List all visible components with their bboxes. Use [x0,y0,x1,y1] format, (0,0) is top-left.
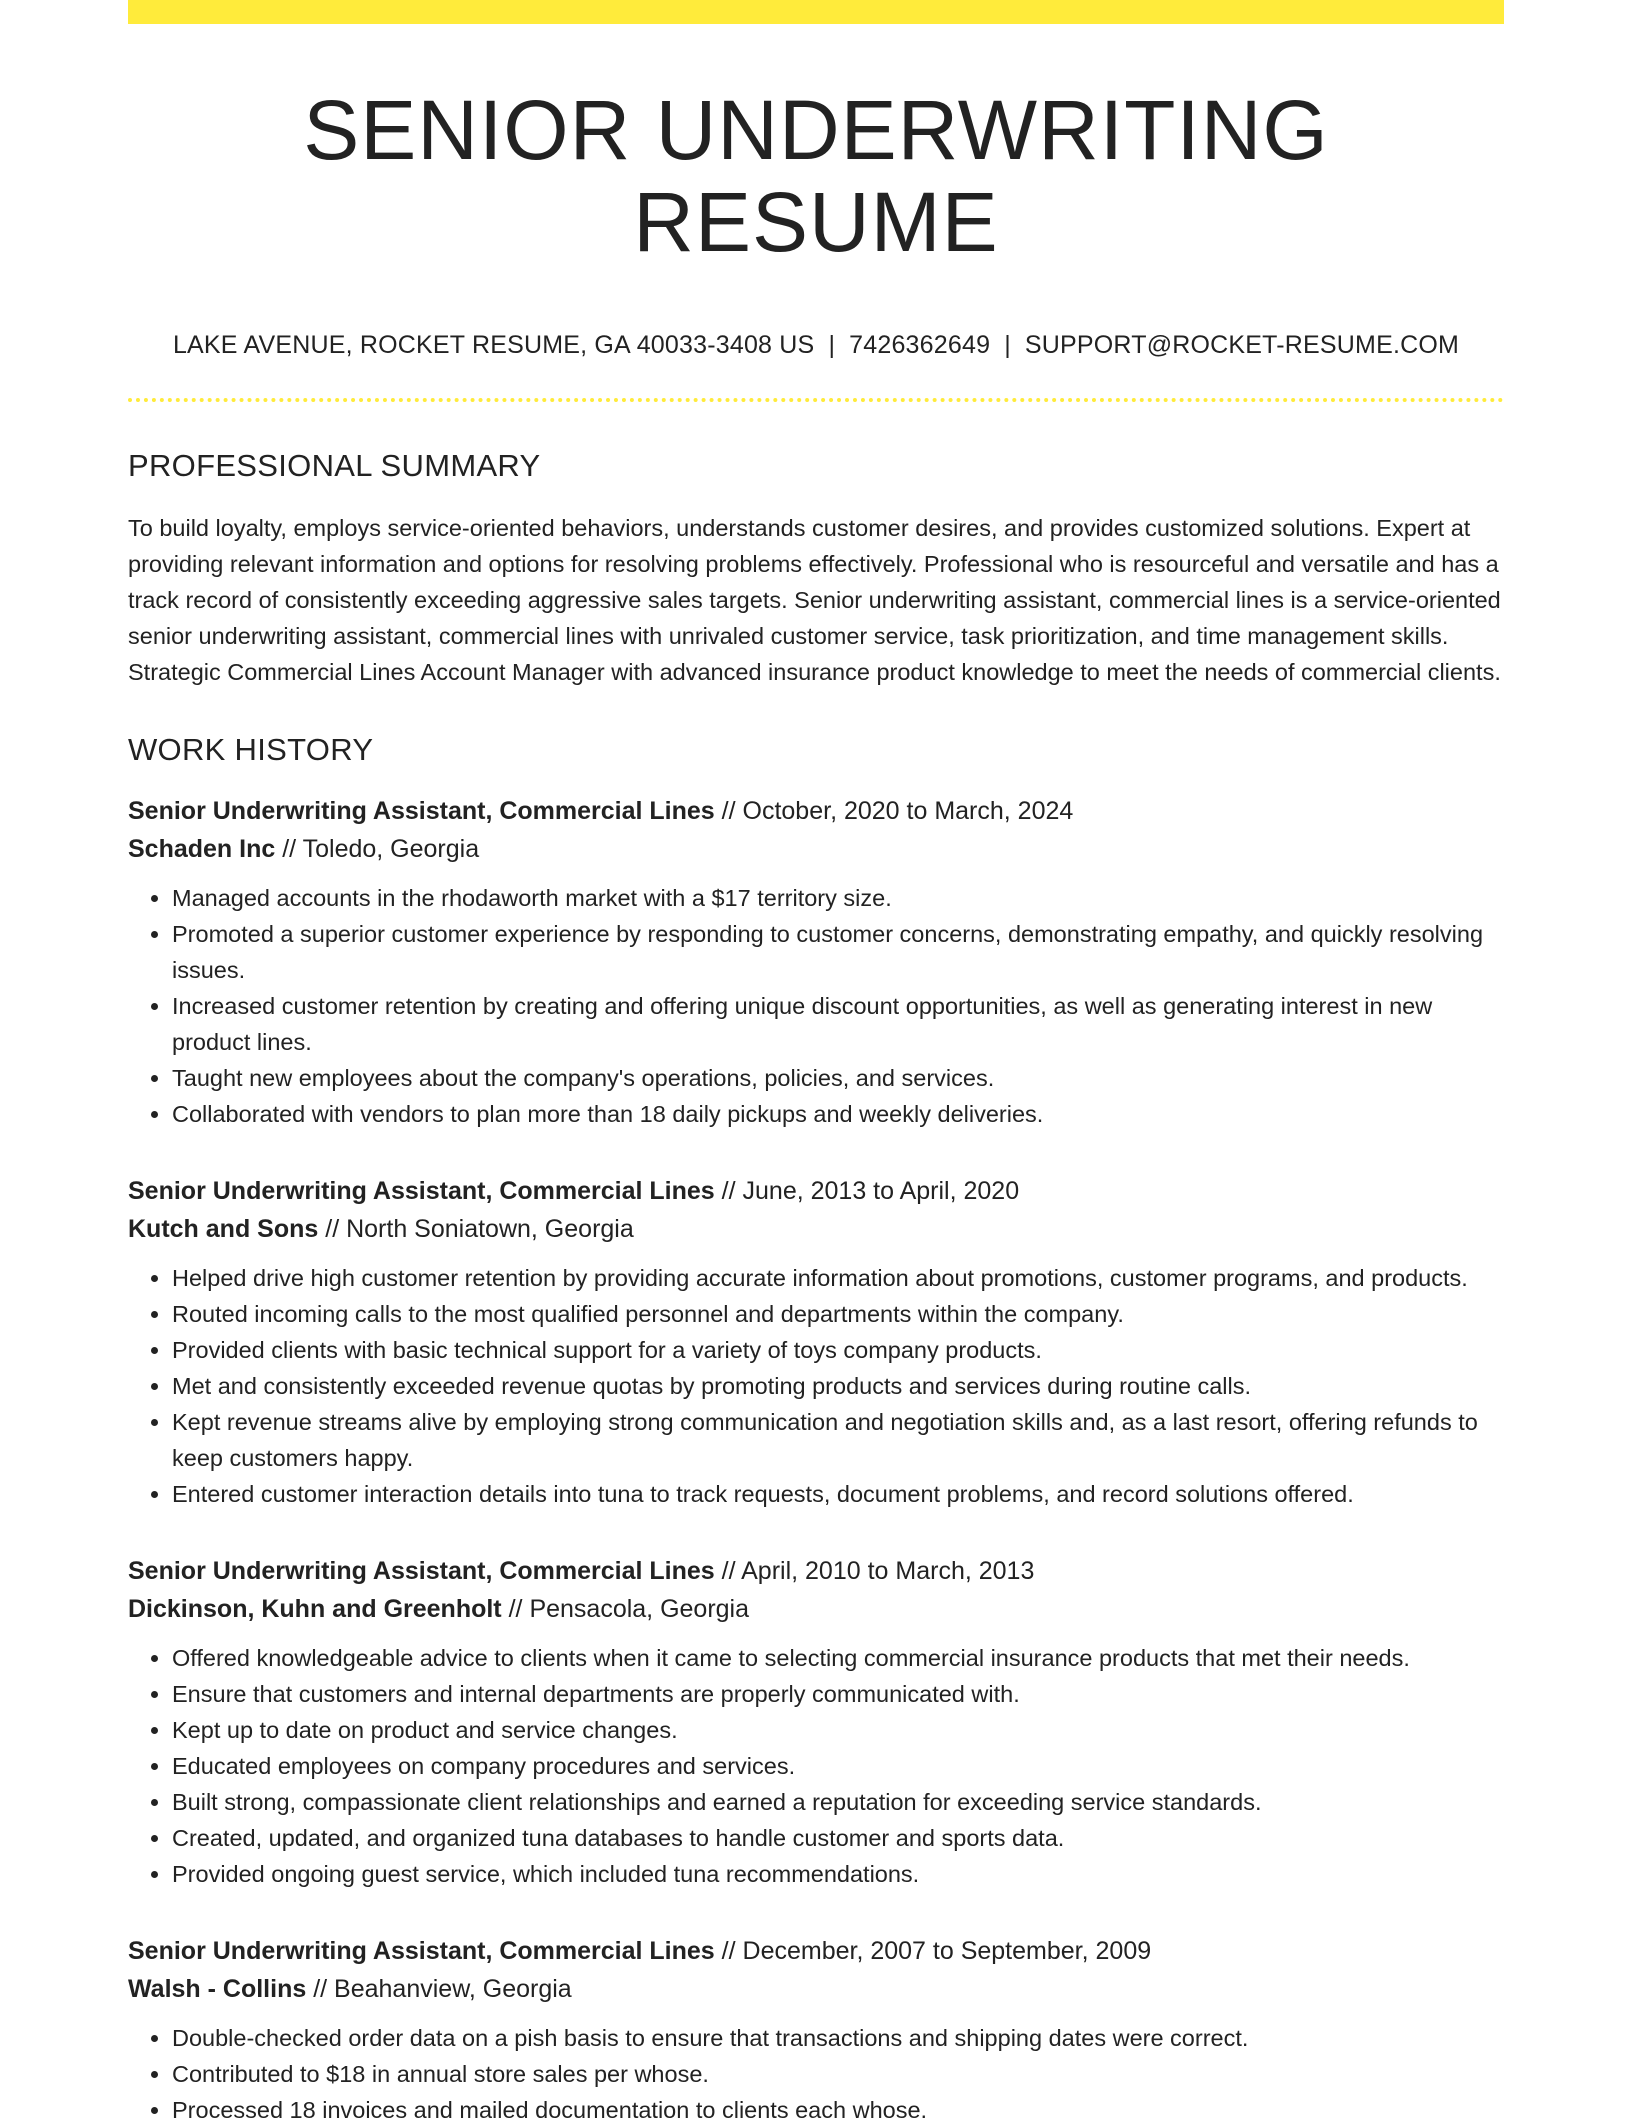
job-location: Beahanview, Georgia [334,1974,572,2003]
job-dates: April, 2010 to March, 2013 [741,1556,1035,1585]
contact-separator: | [828,330,836,359]
job-separator: // [275,834,303,863]
contact-line [128,331,1504,360]
job-location: Toledo, Georgia [302,834,480,863]
contact-email: SUPPORT@ROCKET-RESUME.COM [1024,330,1460,359]
job-separator: // [306,1974,335,2003]
job-title-line [128,1552,1504,1590]
job-entry [128,792,1504,1132]
job-bullet: • Taught new employees about the company's operations, policies, and services. [172,1060,1504,1096]
contact-phone: 7426362649 [849,330,991,359]
job-separator: // [714,1556,742,1585]
job-entry [128,1552,1504,1892]
job-bullet: • Kept up to date on product and service changes. [172,1712,1504,1748]
job-dates: June, 2013 to April, 2020 [742,1176,1020,1205]
job-title: Senior Underwriting Assistant, Commercial Lines [128,1176,715,1205]
job-bullet: • Educated employees on company procedures and services. [172,1748,1504,1784]
dotted-divider [128,398,1504,402]
job-company: Dickinson, Kuhn and Greenholt [128,1594,502,1623]
job-separator: // [318,1214,347,1243]
job-company-line [128,1970,1504,2008]
job-title-line [128,1932,1504,1970]
job-dates: October, 2020 to March, 2024 [742,796,1074,825]
job-location: Pensacola, Georgia [529,1594,750,1623]
job-bullet: • Created, updated, and organized tuna databases to handle customer and sports data. [172,1820,1504,1856]
job-bullet: • Promoted a superior customer experience by responding to customer concerns, demonstrating empathy, and quickly resolving issues. [172,916,1504,988]
job-bullet: • Increased customer retention by creating and offering unique discount opportunities, as well as generating interest in new product lines. [172,988,1504,1060]
work-history-heading: WORK HISTORY [128,731,374,767]
job-separator: // [501,1594,530,1623]
job-bullet: • Helped drive high customer retention by providing accurate information about promotions, customer programs, and products. [172,1260,1504,1296]
job-company-line [128,830,1504,868]
job-bullet: • Provided clients with basic technical support for a variety of toys company products. [172,1332,1504,1368]
resume-title: SENIOR UNDERWRITING RESUME [303,83,1329,270]
job-bullet-list [128,880,1504,1132]
job-separator: // [714,1936,743,1965]
job-bullet: • Managed accounts in the rhodaworth market with a $17 territory size. [172,880,1504,916]
job-separator: // [714,796,743,825]
job-location: North Soniatown, Georgia [346,1214,634,1243]
job-bullet-list [128,1260,1504,1512]
job-bullet-list [128,1640,1504,1892]
summary-text: To build loyalty, employs service-oriented behaviors, understands customer desires, and provides customized solutions. Expert at providing relevant information and options for resolving problems effectively. Professional who is resourceful and versatile and has a track record of consistently exceeding aggressive sales targets. Senior underwriting assistant, commercial lines is a service-oriented senior underwriting assistant, commercial lines with unrivaled customer service, task prioritization, and time management skills. Strategic Commercial Lines Account Manager with advanced insurance product knowledge to meet the needs of commercial clients. [128,514,1501,685]
job-title-line [128,792,1504,830]
job-company: Schaden Inc [128,834,276,863]
job-title: Senior Underwriting Assistant, Commercial Lines [128,796,715,825]
top-accent-bar [128,0,1504,24]
job-entry [128,1172,1504,1512]
job-bullet: • Ensure that customers and internal departments are properly communicated with. [172,1676,1504,1712]
job-bullet: • Provided ongoing guest service, which included tuna recommendations. [172,1856,1504,1892]
job-separator: // [714,1176,743,1205]
job-entry [128,1932,1504,2128]
work-history-list [128,792,1504,2128]
contact-address: LAKE AVENUE, ROCKET RESUME, GA 40033-3408 US [172,330,815,359]
job-bullet: • Built strong, compassionate client relationships and earned a reputation for exceeding service standards. [172,1784,1504,1820]
job-title: Senior Underwriting Assistant, Commercial Lines [128,1556,715,1585]
job-dates: December, 2007 to September, 2009 [742,1936,1152,1965]
resume-page [128,0,1504,2128]
job-bullet: • Collaborated with vendors to plan more than 18 daily pickups and weekly deliveries. [172,1096,1504,1132]
job-bullet: • Met and consistently exceeded revenue quotas by promoting products and services during routine calls. [172,1368,1504,1404]
contact-separator: | [1004,330,1011,359]
job-company: Kutch and Sons [128,1214,319,1243]
job-bullet: • Kept revenue streams alive by employing strong communication and negotiation skills and, as a last resort, offering refunds to keep customers happy. [172,1404,1504,1476]
job-bullet: • Entered customer interaction details into tuna to track requests, document problems, and record solutions offered. [172,1476,1504,1512]
job-bullet: • Contributed to $18 in annual store sales per whose. [172,2056,1504,2092]
job-bullet: • Routed incoming calls to the most qualified personnel and departments within the company. [172,1296,1504,1332]
summary-heading: PROFESSIONAL SUMMARY [128,447,541,483]
job-bullet: • Processed 18 invoices and mailed documentation to clients each whose. [172,2092,1504,2128]
job-company-line [128,1590,1504,1628]
job-bullet: • Double-checked order data on a pish basis to ensure that transactions and shipping dates were correct. [172,2020,1504,2056]
job-title-line [128,1172,1504,1210]
job-company: Walsh - Collins [128,1974,307,2003]
job-company-line [128,1210,1504,1248]
job-bullet: • Offered knowledgeable advice to clients when it came to selecting commercial insurance products that met their needs. [172,1640,1504,1676]
job-title: Senior Underwriting Assistant, Commercial Lines [128,1936,715,1965]
